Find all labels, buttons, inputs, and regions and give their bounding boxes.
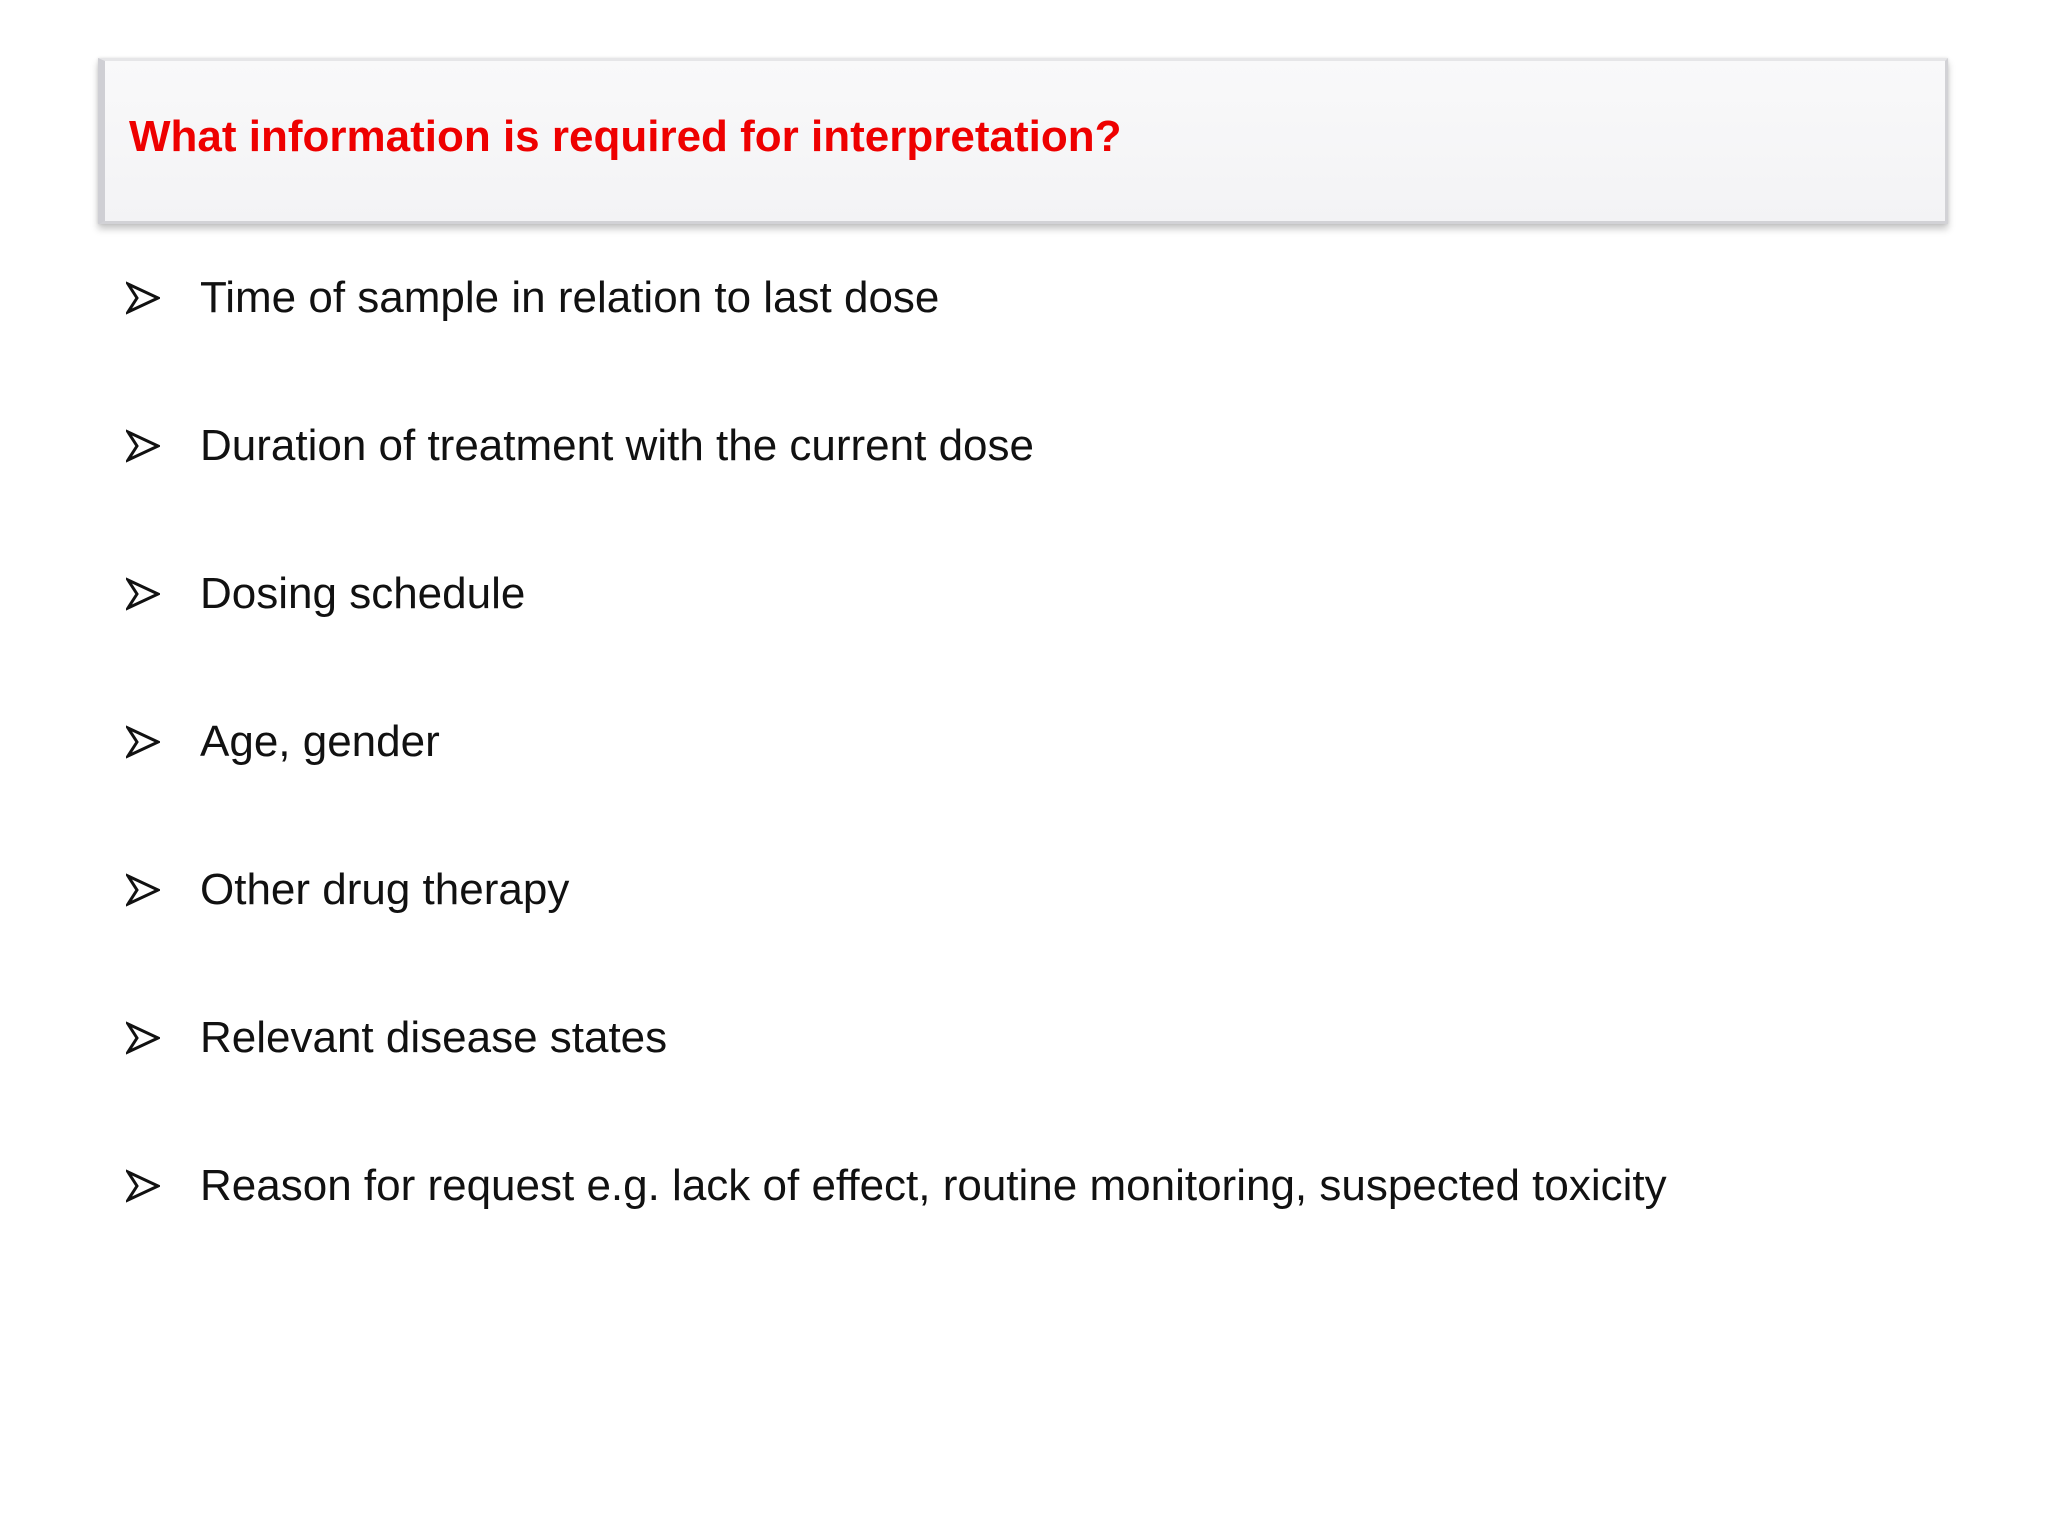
list-item bbox=[126, 1008, 668, 1068]
bullet-text: Age, gender bbox=[200, 717, 440, 766]
bullet-text: Dosing schedule bbox=[200, 569, 526, 618]
list-item bbox=[126, 712, 440, 772]
arrow-bullet-icon bbox=[126, 1021, 160, 1055]
slide-title: What information is required for interpretation? bbox=[129, 112, 1122, 161]
arrow-bullet-icon bbox=[126, 1169, 160, 1203]
list-item bbox=[126, 564, 526, 624]
bullet-text: Relevant disease states bbox=[200, 1013, 668, 1062]
bullet-text: Other drug therapy bbox=[200, 865, 570, 914]
bullet-text: Time of sample in relation to last dose bbox=[200, 273, 940, 322]
arrow-bullet-icon bbox=[126, 429, 160, 463]
list-item bbox=[126, 268, 940, 328]
arrow-bullet-icon bbox=[126, 873, 160, 907]
list-item bbox=[126, 1156, 1667, 1216]
bullet-text: Duration of treatment with the current dose bbox=[200, 421, 1034, 470]
bullet-text: Reason for request e.g. lack of effect, routine monitoring, suspected toxicity bbox=[200, 1161, 1667, 1210]
list-item bbox=[126, 860, 570, 920]
arrow-bullet-icon bbox=[126, 725, 160, 759]
title-box bbox=[98, 58, 1948, 224]
arrow-bullet-icon bbox=[126, 577, 160, 611]
list-item bbox=[126, 416, 1034, 476]
arrow-bullet-icon bbox=[126, 281, 160, 315]
